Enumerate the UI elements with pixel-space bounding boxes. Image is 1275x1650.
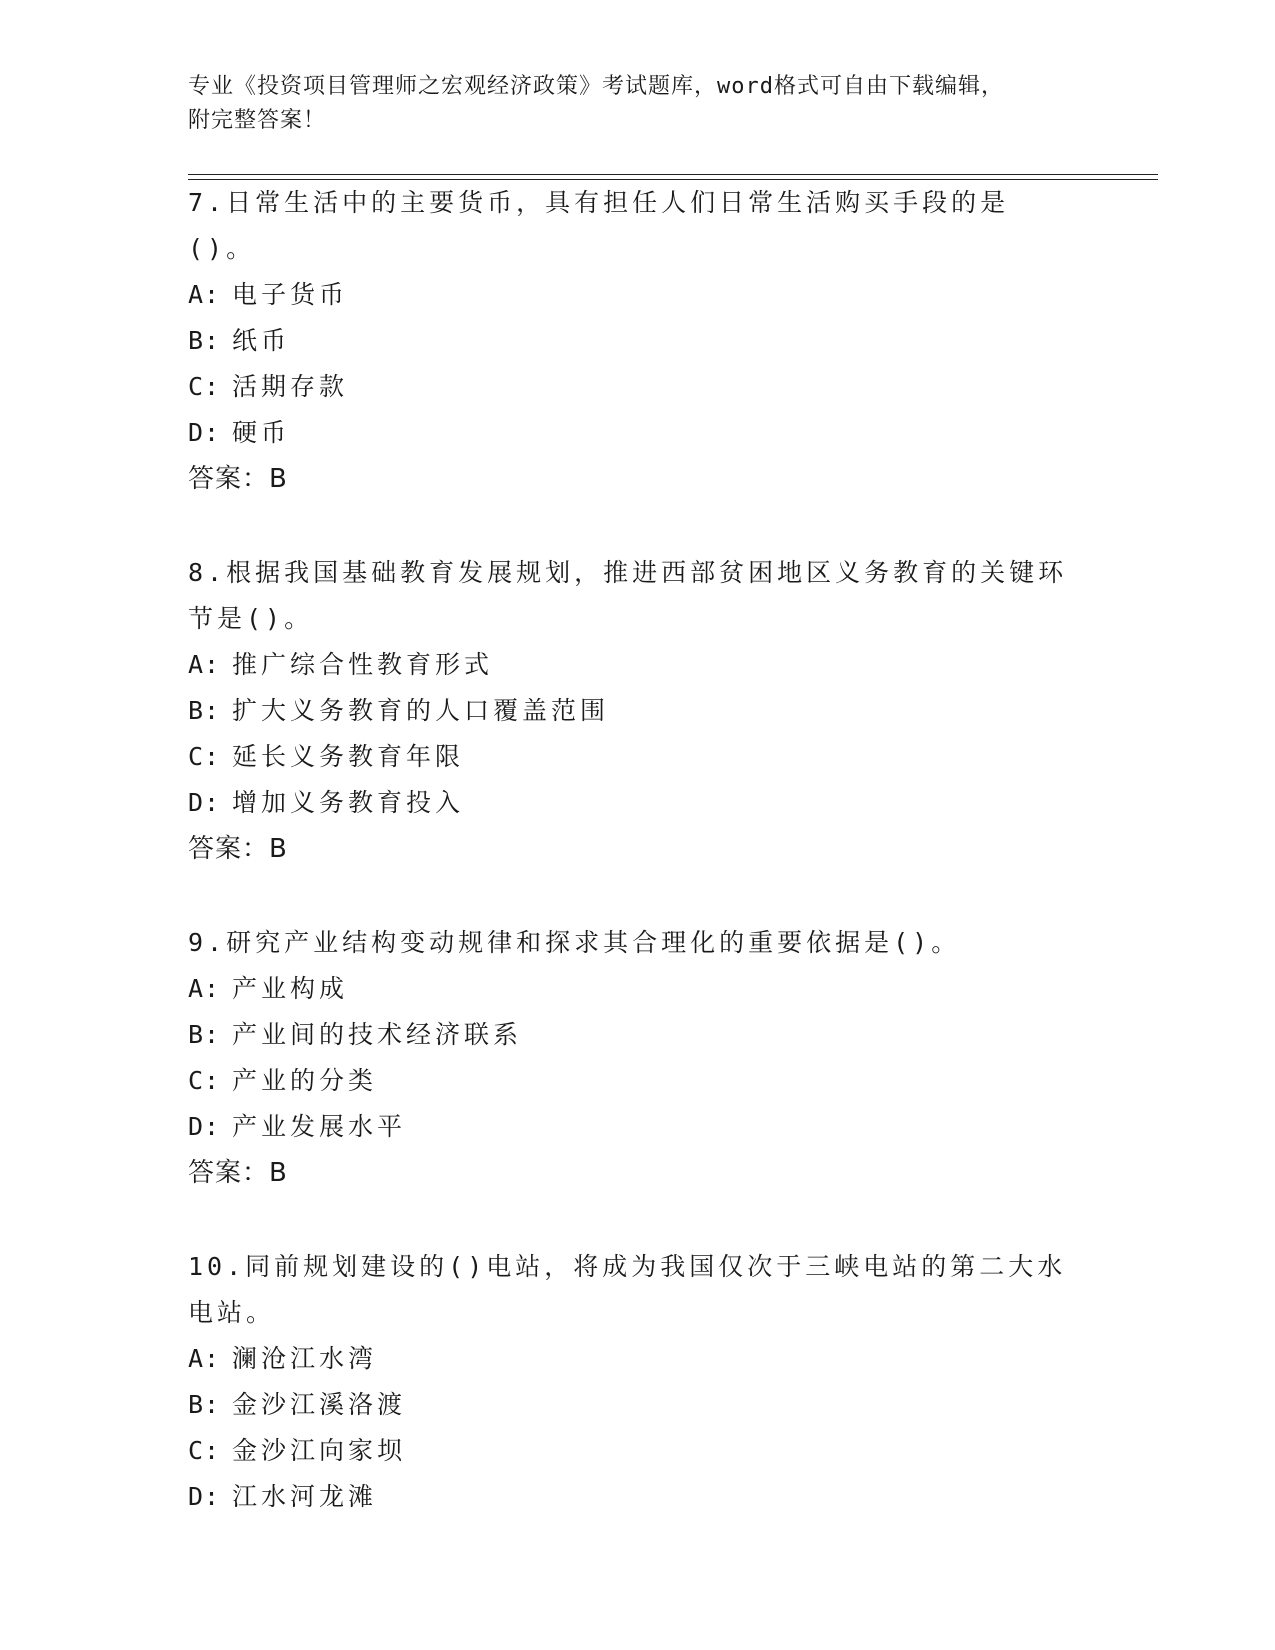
- option-a: [188, 642, 1158, 688]
- option-c: [188, 1428, 1158, 1474]
- question-stem: 8.根据我国基础教育发展规划，推进西部贫困地区义务教育的关键环节是()。: [188, 558, 1068, 633]
- option-text: 纸币: [232, 326, 291, 355]
- option-text: 增加义务教育投入: [232, 788, 465, 817]
- question-8: [188, 550, 1158, 872]
- option-d: [188, 1104, 1158, 1150]
- option-letter: D:: [188, 418, 221, 447]
- option-letter: B:: [188, 696, 221, 725]
- option-letter: A:: [188, 974, 221, 1003]
- question-9: [188, 920, 1158, 1196]
- option-text: 澜沧江水湾: [232, 1344, 378, 1373]
- option-letter: D:: [188, 788, 221, 817]
- option-b: [188, 1382, 1158, 1428]
- option-c: [188, 364, 1158, 410]
- question-stem: 9.研究产业结构变动规律和探求其合理化的重要依据是()。: [188, 928, 961, 957]
- document-header: [188, 70, 1158, 138]
- option-text: 电子货币: [232, 280, 349, 309]
- option-letter: B:: [188, 1390, 221, 1419]
- option-a: [188, 1336, 1158, 1382]
- option-text: 江水河龙滩: [232, 1482, 378, 1511]
- option-letter: A:: [188, 650, 221, 679]
- option-d: [188, 410, 1158, 456]
- option-text: 活期存款: [232, 372, 349, 401]
- option-d: [188, 1474, 1158, 1520]
- option-text: 金沙江向家坝: [232, 1436, 407, 1465]
- answer-line: 答案：B: [188, 1158, 288, 1188]
- answer-line: 答案：B: [188, 464, 288, 494]
- option-text: 产业构成: [232, 974, 349, 1003]
- option-a: [188, 272, 1158, 318]
- option-c: [188, 734, 1158, 780]
- option-letter: C:: [188, 1066, 221, 1095]
- option-letter: D:: [188, 1112, 221, 1141]
- option-letter: B:: [188, 1020, 221, 1049]
- question-stem: 7.日常生活中的主要货币，具有担任人们日常生活购买手段的是()。: [188, 188, 1010, 263]
- option-letter: A:: [188, 1344, 221, 1373]
- question-10: [188, 1244, 1158, 1520]
- question-stem: 10.同前规划建设的()电站，将成为我国仅次于三峡电站的第二大水电站。: [188, 1252, 1067, 1327]
- option-d: [188, 780, 1158, 826]
- option-b: [188, 688, 1158, 734]
- option-letter: C:: [188, 372, 221, 401]
- header-line-2: 附完整答案！: [188, 108, 327, 133]
- option-b: [188, 318, 1158, 364]
- header-line-1: 专业《投资项目管理师之宏观经济政策》考试题库，word格式可自由下载编辑，: [188, 74, 1004, 99]
- option-letter: C:: [188, 1436, 221, 1465]
- document-page: [188, 70, 1158, 1568]
- option-text: 产业的分类: [232, 1066, 378, 1095]
- option-text: 产业发展水平: [232, 1112, 407, 1141]
- option-letter: D:: [188, 1482, 221, 1511]
- option-text: 金沙江溪洛渡: [232, 1390, 407, 1419]
- option-text: 扩大义务教育的人口覆盖范围: [232, 696, 610, 725]
- option-letter: C:: [188, 742, 221, 771]
- option-text: 硬币: [232, 418, 291, 447]
- option-text: 产业间的技术经济联系: [232, 1020, 523, 1049]
- option-a: [188, 966, 1158, 1012]
- option-text: 延长义务教育年限: [232, 742, 465, 771]
- question-7: [188, 180, 1158, 502]
- option-c: [188, 1058, 1158, 1104]
- option-letter: B:: [188, 326, 221, 355]
- option-text: 推广综合性教育形式: [232, 650, 494, 679]
- answer-line: 答案：B: [188, 834, 288, 864]
- option-b: [188, 1012, 1158, 1058]
- option-letter: A:: [188, 280, 221, 309]
